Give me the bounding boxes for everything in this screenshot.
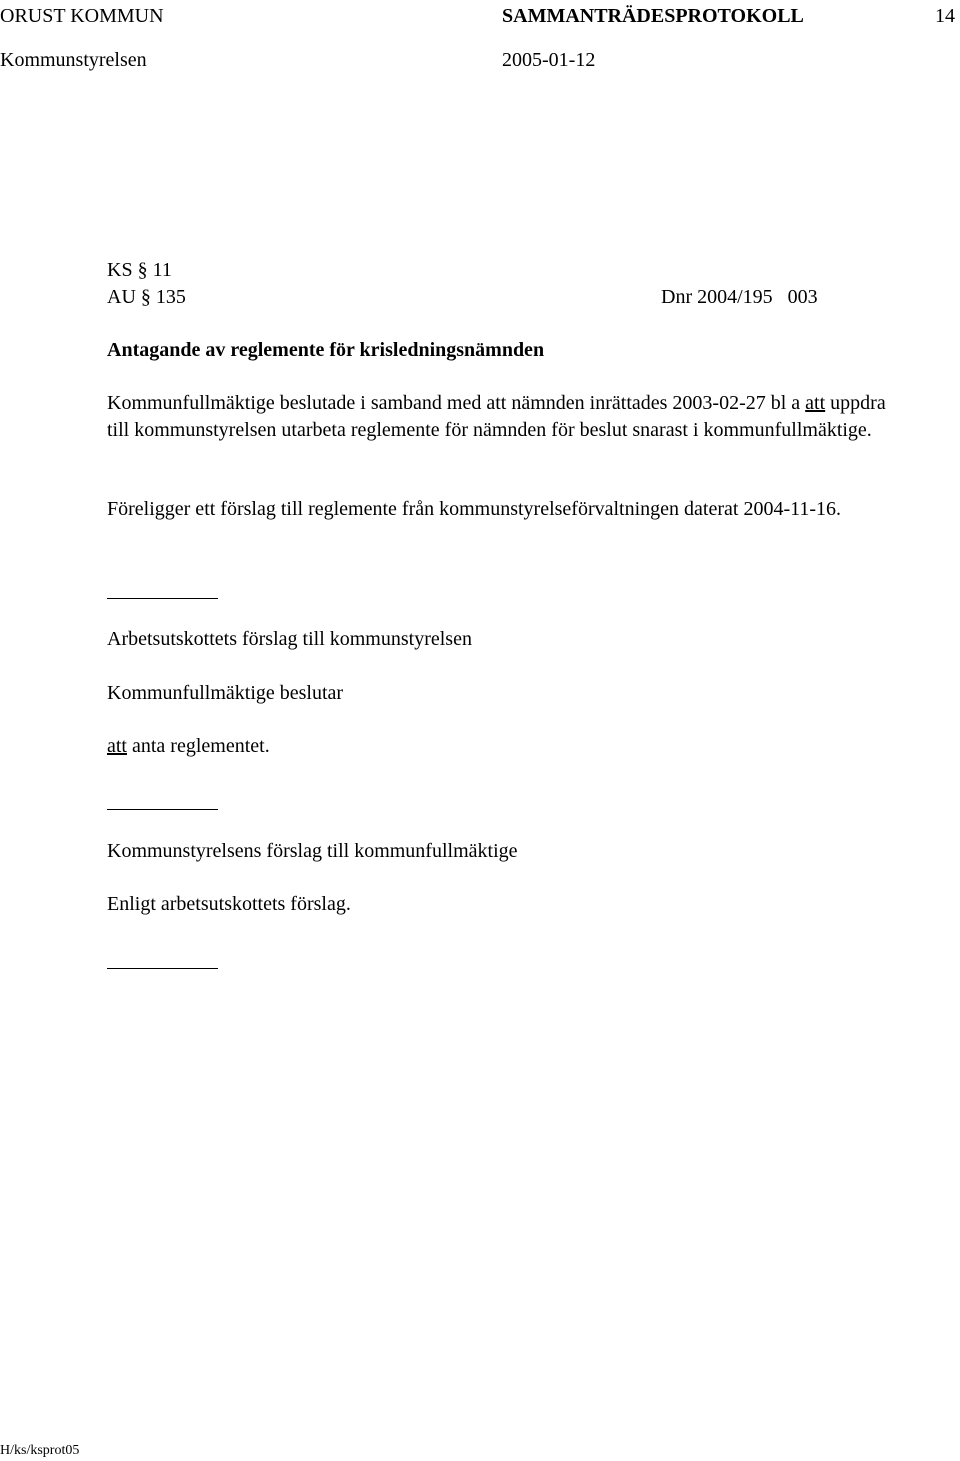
municipality-name: ORUST KOMMUN: [0, 5, 164, 27]
decision-line: [107, 733, 270, 759]
section-divider: [107, 968, 218, 969]
section-divider: [107, 809, 218, 810]
att-keyword: att: [805, 392, 826, 414]
proposal-paragraph: Föreligger ett förslag till reglemente från kommunstyrelseförvaltningen daterat 2004-11-16.: [107, 498, 842, 520]
diary-number: Dnr 2004/195 003: [661, 286, 818, 308]
decision-text: anta reglementet.: [127, 735, 270, 757]
case-title: Antagande av reglemente för krisledningsnämnden: [107, 339, 545, 361]
background-text-start: Kommunfullmäktige beslutade i samband med att nämnden inrättades 2003-02-27 bl a: [107, 392, 806, 414]
ks-proposal-heading: Kommunstyrelsens förslag till kommunfullmäktige: [107, 840, 518, 862]
att-keyword: att: [107, 735, 127, 757]
meeting-date: 2005-01-12: [502, 49, 596, 71]
document-type: SAMMANTRÄDESPROTOKOLL: [502, 5, 804, 27]
ks-paragraph-ref: KS § 11: [107, 259, 172, 281]
au-paragraph-ref: AU § 135: [107, 286, 186, 308]
council-decides: Kommunfullmäktige beslutar: [107, 682, 344, 704]
background-paragraph: [107, 390, 907, 443]
committee-name: Kommunstyrelsen: [0, 49, 147, 71]
au-proposal-heading: Arbetsutskottets förslag till kommunstyrelsen: [107, 628, 472, 650]
ks-proposal-text: Enligt arbetsutskottets förslag.: [107, 893, 351, 915]
section-divider: [107, 598, 218, 599]
background-text-end: uppdra till kommunstyrelsen utarbeta reglemente för nämnden för beslut snarast i kommunfullmäktige.: [107, 392, 886, 441]
page-number: 14: [935, 5, 955, 27]
file-path-footer: H/ks/ksprot05: [0, 1443, 80, 1458]
